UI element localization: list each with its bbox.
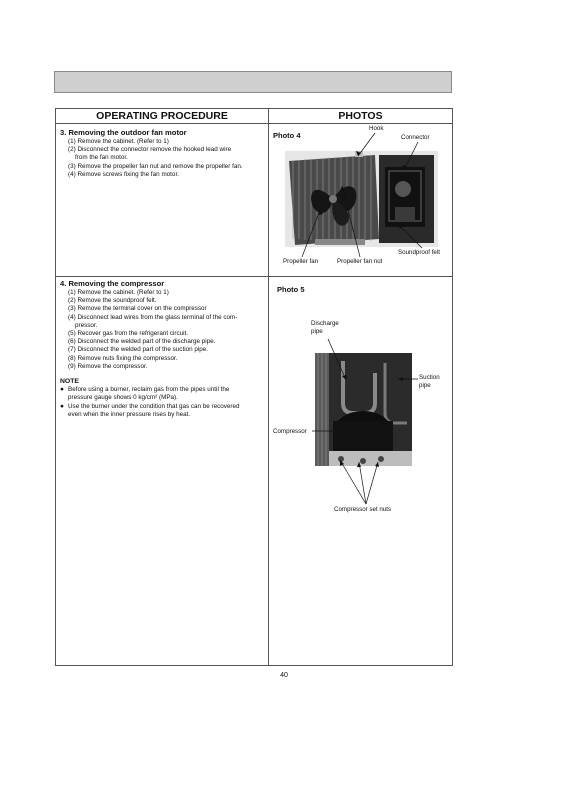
discharge-pipe-label bbox=[311, 320, 339, 335]
header-bar bbox=[54, 71, 452, 93]
hook-label: Hook bbox=[369, 125, 384, 132]
header-divider bbox=[56, 123, 452, 124]
step: (5) Recover gas from the refrigerant circuit. bbox=[68, 330, 189, 338]
section-4-title: 4. Removing the compressor bbox=[60, 279, 165, 288]
step: (8) Remove nuts fixing the compressor. bbox=[68, 354, 178, 362]
photo-5-label: Photo 5 bbox=[277, 285, 305, 294]
discharge-pipe-label-line-1: Discharge bbox=[311, 320, 339, 327]
step: pressor. bbox=[75, 321, 98, 329]
note-title: NOTE bbox=[60, 378, 79, 386]
step: (2) Remove the soundproof felt. bbox=[68, 297, 157, 305]
note-item bbox=[60, 403, 266, 419]
compressor-set-nuts-label: Compressor set nuts bbox=[334, 506, 392, 513]
row-divider bbox=[56, 276, 452, 277]
step: (4) Remove screws fixing the fan motor. bbox=[68, 170, 179, 178]
photo-4-label: Photo 4 bbox=[273, 131, 301, 140]
suction-pipe-label-line-1: Suction bbox=[419, 374, 440, 381]
bullet-icon: ● bbox=[60, 386, 64, 394]
step: (9) Remove the compressor. bbox=[68, 362, 148, 370]
step: (7) Disconnect the welded part of the suction pipe. bbox=[68, 346, 209, 354]
outdoor-unit-fan-illustration bbox=[285, 151, 438, 247]
page-number: 40 bbox=[280, 672, 288, 679]
step: (1) Remove the cabinet. (Refer to 1) bbox=[68, 138, 169, 145]
note-line: Before using a burner, reclaim gas from the pipes until the bbox=[68, 386, 230, 394]
discharge-pipe-label-line-2: pipe bbox=[311, 327, 323, 335]
suction-pipe-label bbox=[419, 374, 440, 389]
photo-5-image bbox=[315, 353, 412, 466]
step: (1) Remove the cabinet. (Refer to 1) bbox=[68, 289, 169, 296]
compressor-illustration bbox=[315, 353, 412, 466]
step: (4) Disconnect lead wires from the glass terminal of the com- bbox=[68, 313, 238, 321]
propeller-fan-nut-label: Propeller fan nut bbox=[337, 258, 383, 265]
step: (6) Disconnect the welded part of the discharge pipe. bbox=[68, 338, 216, 346]
suction-pipe-label-line-2: pipe bbox=[419, 381, 431, 389]
note-line: Use the burner under the condition that gas can be recovered bbox=[68, 402, 240, 410]
note-item bbox=[60, 386, 266, 402]
column-divider bbox=[268, 109, 269, 665]
compressor-label: Compressor bbox=[273, 428, 307, 435]
operating-procedure-heading: OPERATING PROCEDURE bbox=[96, 110, 228, 122]
photo-4-image bbox=[285, 151, 438, 247]
step: (3) Remove the terminal cover on the compressor bbox=[68, 305, 207, 313]
section-3 bbox=[60, 128, 266, 179]
connector-label: Connector bbox=[401, 134, 430, 141]
bullet-icon: ● bbox=[60, 402, 64, 410]
soundproof-felt-label: Soundproof felt bbox=[398, 249, 440, 256]
photos-heading: PHOTOS bbox=[338, 110, 383, 122]
note-line: even when the inner pressure rises by heat. bbox=[68, 410, 191, 418]
step: (2) Disconnect the connector remove the hooked lead wire bbox=[68, 146, 232, 154]
step: (3) Remove the propeller fan nut and remove the propeller fan. bbox=[68, 162, 243, 170]
propeller-fan-label: Propeller fan bbox=[283, 258, 319, 265]
section-3-title: 3. Removing the outdoor fan motor bbox=[60, 128, 187, 137]
section-4 bbox=[60, 279, 266, 419]
step: from the fan motor. bbox=[75, 154, 128, 162]
note-line: pressure gauge shows 0 kg/cm² (MPa). bbox=[68, 394, 178, 402]
